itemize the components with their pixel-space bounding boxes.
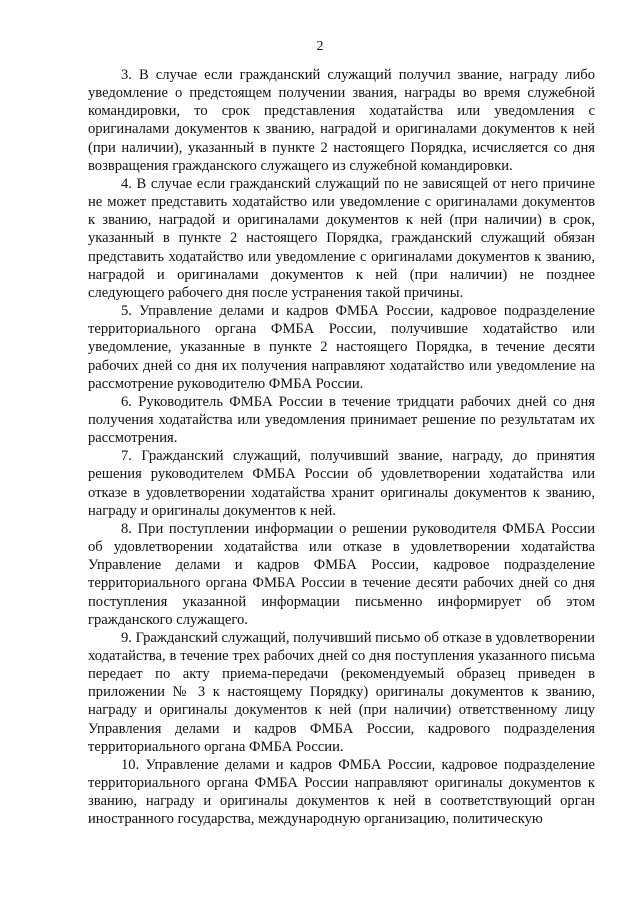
paragraph-5: 5. Управление делами и кадров ФМБА России, кадровое подразделение территориального органа ФМБА России, получившие ходатайство или уведомление, указанные в пункте 2 настоящего Порядка, в течение десяти рабочих дней со дня их получения направляют ходатайство или уведомление на рассмотрение руководителю ФМБА России. <box>88 303 595 392</box>
page-number: 2 <box>316 39 324 54</box>
paragraph-6: 6. Руководитель ФМБА России в течение тридцати рабочих дней со дня получения ходатайства или уведомления принимает решение по результатам их рассмотрения. <box>88 393 595 447</box>
paragraph-4: 4. В случае если гражданский служащий по не зависящей от него причине не может представить ходатайство или уведомление с оригиналами документов к званию, наградой и оригиналами документов к ней (при наличии) в срок, указанный в пункте 2 настоящего Порядка, гражданский служащий обязан представить ходатайство или уведомление с оригиналами документов к званию, наградой и оригиналами документов к ней (при наличии) не позднее следующего рабочего дня после устранения такой причины. <box>88 175 595 301</box>
paragraph-7: 7. Гражданский служащий, получивший звание, награду, до принятия решения руководителем ФМБА России об удовлетворении ходатайства или отказе в удовлетворении ходатайства хранит оригиналы документов к званию, награду и оригиналы документов к ней. <box>88 448 595 519</box>
paragraph-3: 3. В случае если гражданский служащий получил звание, награду либо уведомление о предстоящем получении звания, награды во время служебной командировки, то срок представления ходатайства или уведомления с оригиналами документов к званию, наградой и оригиналами документов к ней (при наличии), указанный в пункте 2 настоящего Порядка, исчисляется со дня возвращения гражданского служащего из служебной командировки. <box>88 67 595 174</box>
paragraph-9: 9. Гражданский служащий, получивший письмо об отказе в удовлетворении ходатайства, в течение трех рабочих дней со дня поступления указанного письма передает по акту приема-передачи (рекомендуемый образец приведен в приложении № 3 к настоящему Порядку) оригиналы документов к званию, награду и оригиналы документов к ней (при наличии) ответственному лицу Управления делами и кадров ФМБА России, кадрового подразделения территориального органа ФМБА России. <box>88 629 595 755</box>
paragraph-10: 10. Управление делами и кадров ФМБА России, кадровое подразделение территориального органа ФМБА России направляют оригиналы документов к званию, награду и оригиналы документов к ней в соответствующий орган иностранного государства, международную организацию, политическую <box>88 756 595 828</box>
document-body <box>88 66 595 829</box>
paragraph-8: 8. При поступлении информации о решении руководителя ФМБА России об удовлетворении ходатайства или отказе в удовлетворении ходатайства Управление делами и кадров ФМБА России, кадровое подразделение территориального органа ФМБА России в течение десяти рабочих дней со дня поступления указанной информации письменно информирует об этом гражданского служащего. <box>88 520 595 628</box>
